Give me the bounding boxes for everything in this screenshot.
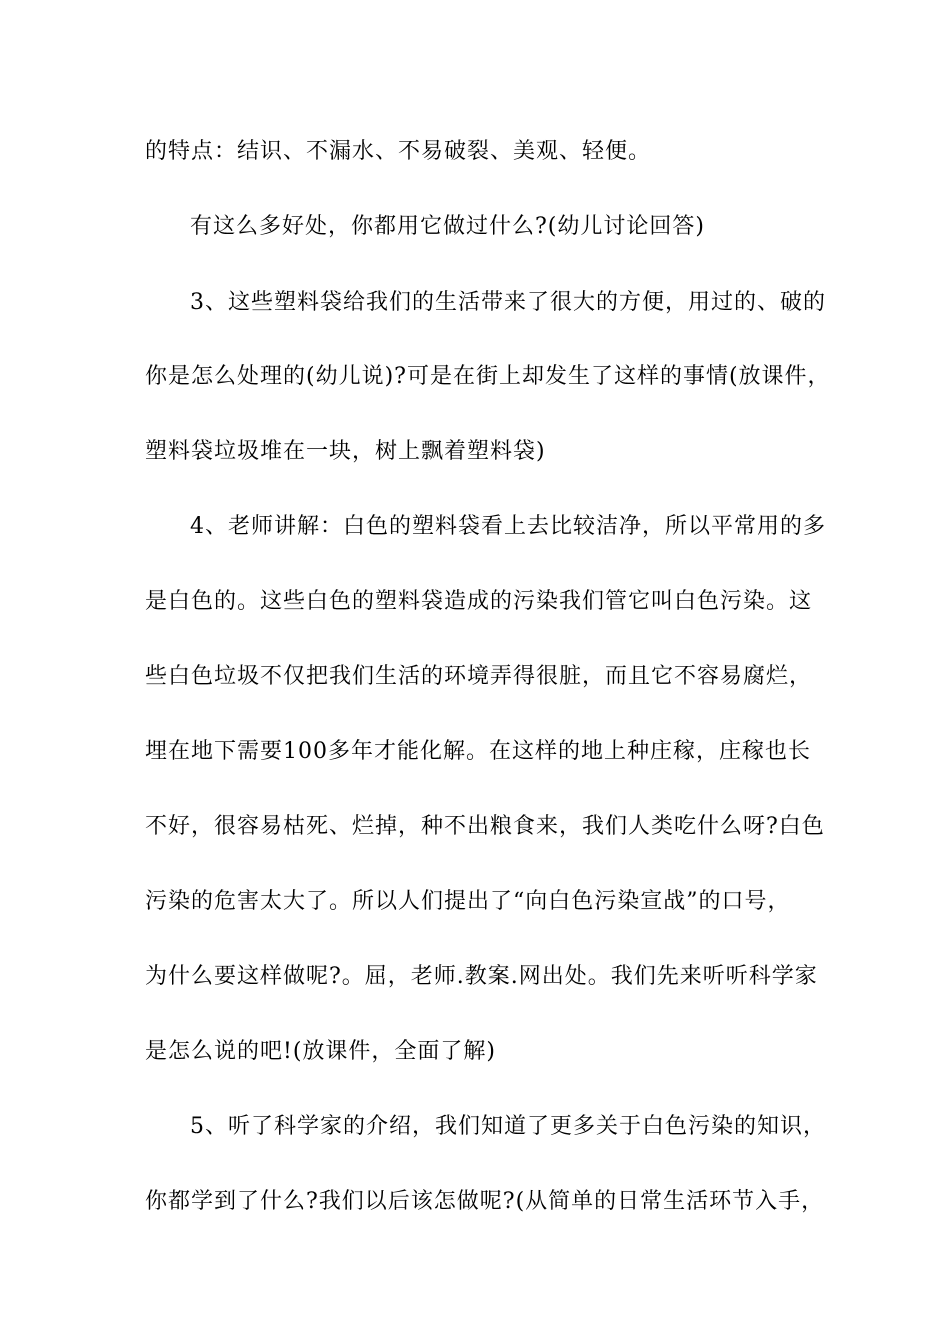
text-line: 是白色的。这些白色的塑料袋造成的污染我们管它叫白色污染。这 xyxy=(145,589,813,614)
text-line: 塑料袋垃圾堆在一块，树上飘着塑料袋) xyxy=(145,439,546,464)
text-line: 4、老师讲解：白色的塑料袋看上去比较洁净，所以平常用的多 xyxy=(190,514,826,539)
text-line: 的特点：结识、不漏水、不易破裂、美观、轻便。 xyxy=(145,139,652,164)
text-line: 你是怎么处理的(幼儿说)?可是在街上却发生了这样的事情(放课件， xyxy=(145,364,831,389)
text-line: 埋在地下需要100多年才能化解。在这样的地上种庄稼，庄稼也长 xyxy=(145,739,811,764)
text-line: 5、听了科学家的介绍，我们知道了更多关于白色污染的知识， xyxy=(190,1114,826,1139)
text-line: 为什么要这样做呢?。屈，老师.教案.网出处。我们先来听听科学家 xyxy=(145,964,818,989)
text-line: 是怎么说的吧!(放课件，全面了解) xyxy=(145,1039,497,1064)
text-line: 污染的危害太大了。所以人们提出了“向白色污染宣战”的口号， xyxy=(145,889,791,914)
text-line: 有这么多好处，你都用它做过什么?(幼儿讨论回答) xyxy=(190,214,705,239)
text-line: 3、这些塑料袋给我们的生活带来了很大的方便，用过的、破的 xyxy=(190,290,826,315)
text-line: 些白色垃圾不仅把我们生活的环境弄得很脏，而且它不容易腐烂， xyxy=(145,664,813,689)
text-line: 你都学到了什么?我们以后该怎做呢?(从简单的日常生活环节入手， xyxy=(145,1189,825,1214)
text-line: 不好，很容易枯死、烂掉，种不出粮食来，我们人类吃什么呀?白色 xyxy=(145,814,825,839)
